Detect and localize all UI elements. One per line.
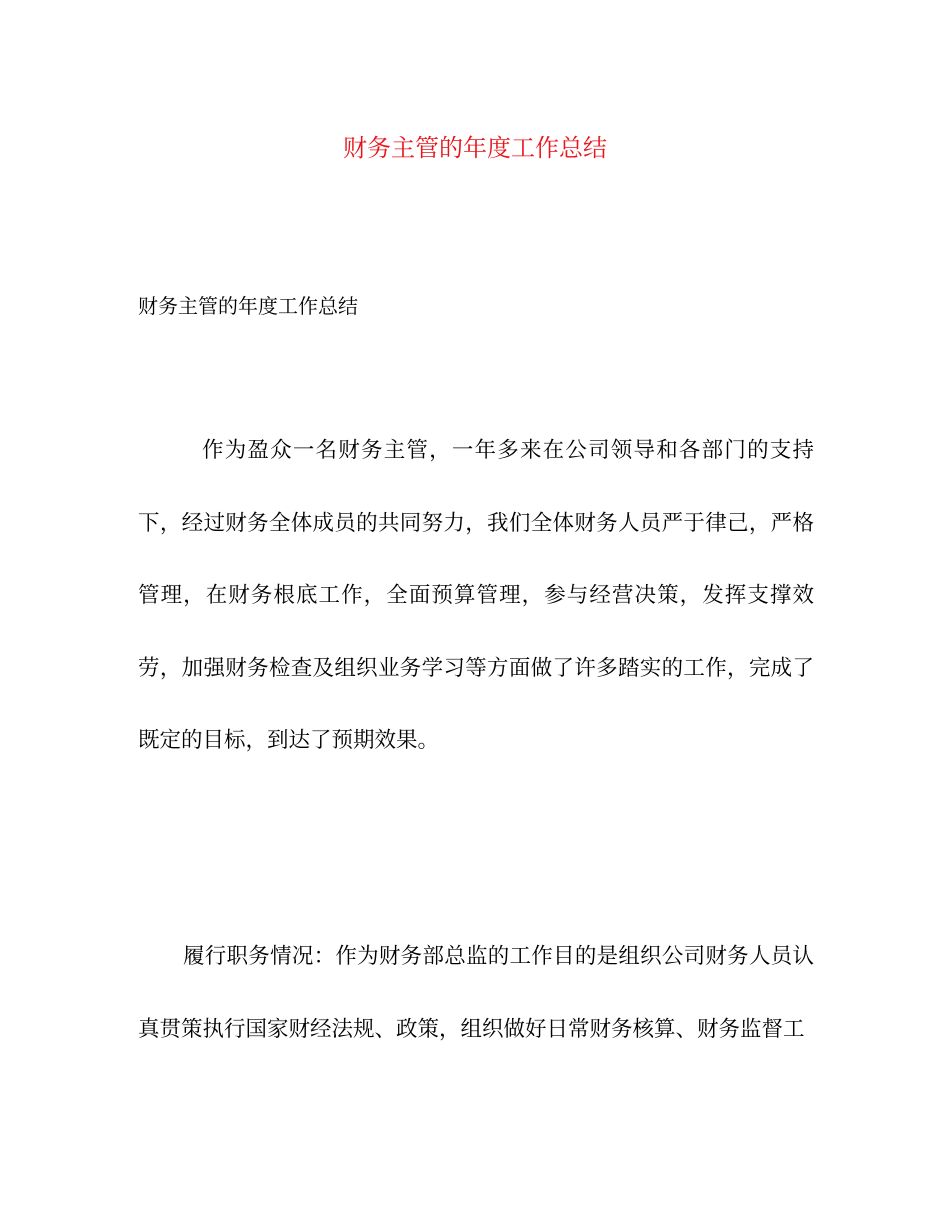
body-paragraph-1: 作为盈众一名财务主管，一年多来在公司领导和各部门的支持下，经过财务全体成员的共同努力，我们全体财务人员严于律己，严格管理，在财务根底工作，全面预算管理，参与经营决策，发挥支撑效劳，加强财务检查及组织业务学习等方面做了许多踏实的工作，完成了既定的目标，到达了预期效果。	[138, 438, 814, 753]
document-title: 财务主管的年度工作总结	[343, 134, 607, 162]
document-subtitle: 财务主管的年度工作总结	[138, 294, 358, 318]
body-paragraph-2: 履行职务情况：作为财务部总监的工作目的是组织公司财务人员认真贯策执行国家财经法规、政策，组织做好日常财务核算、财务监督工	[138, 944, 814, 1042]
